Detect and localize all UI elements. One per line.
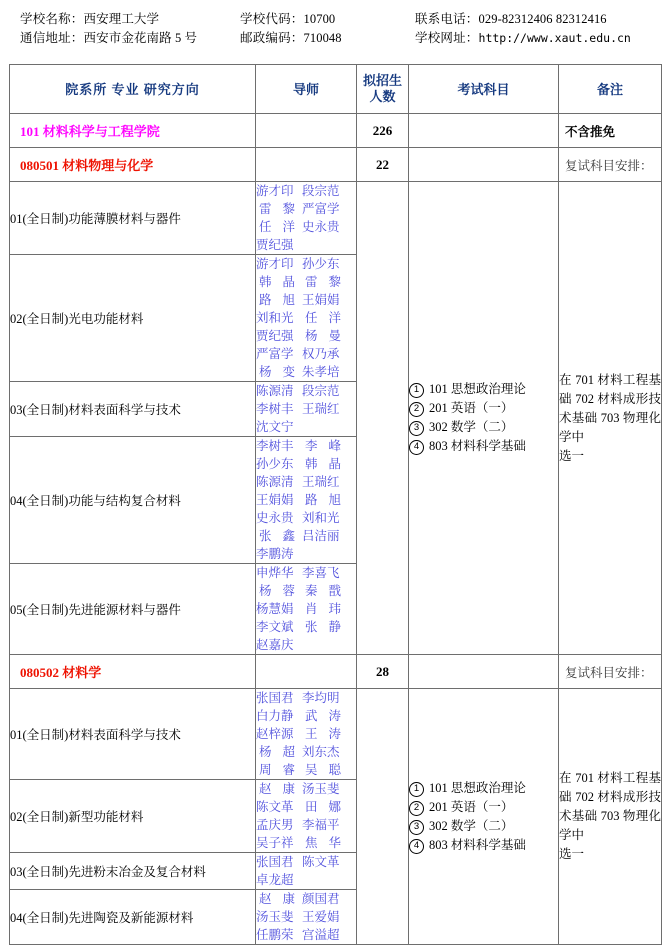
exam-subject-line — [409, 399, 558, 418]
advisor-cell — [256, 890, 357, 945]
remark-note-body: 在 701 材料工程基础 702 材料成形技术基础 703 物理化学中 — [559, 372, 661, 444]
quota-value: 28 — [357, 655, 409, 689]
exam-subject-text: 201 英语（一） — [429, 799, 514, 814]
advisor-name: 白力静 — [256, 709, 294, 723]
exam-subject-text: 803 材料科学基础 — [429, 837, 526, 852]
advisor-line — [256, 473, 344, 491]
advisor-name: 吴 聪 — [305, 763, 341, 777]
advisor-name: 王娟娟 — [256, 493, 294, 507]
advisor-name: 张 鑫 — [259, 529, 295, 543]
advisor-line — [256, 363, 344, 381]
quota-cell-empty — [357, 689, 409, 945]
advisor-name: 任鹏荣 — [256, 928, 294, 942]
advisor-name: 汤玉斐 — [256, 910, 294, 924]
column-header-quota-line2: 人数 — [369, 89, 396, 104]
advisor-name: 张国君 — [256, 855, 294, 869]
advisor-name: 张国君 — [256, 691, 294, 705]
advisor-name: 汤玉斐 — [302, 782, 340, 796]
advisor-line — [256, 382, 344, 400]
circled-number-icon: 1 — [409, 383, 424, 398]
advisor-cell — [256, 780, 357, 853]
advisor-name: 赵梓源 — [256, 727, 294, 741]
advisor-name: 张 静 — [305, 620, 341, 634]
exam-subject-text: 302 数学（二） — [429, 420, 514, 434]
advisor-name: 陈源清 — [256, 475, 294, 489]
advisor-name: 吴子祥 — [256, 836, 294, 850]
column-header-quota-line1: 拟招生 — [362, 73, 402, 88]
exam-subject-line — [409, 779, 558, 798]
advisor-line — [256, 182, 344, 200]
advisor-line — [256, 725, 344, 743]
advisor-cell — [256, 437, 357, 564]
advisor-name: 李树丰 — [256, 402, 294, 416]
advisor-name: 杨 曼 — [305, 329, 341, 343]
direction-row — [10, 182, 662, 255]
admissions-table-wrap — [9, 64, 661, 945]
advisor-name: 贾纪强 — [256, 329, 294, 343]
circled-number-icon: 4 — [409, 839, 424, 854]
advisor-name: 陈源清 — [256, 384, 294, 398]
direction-row — [10, 689, 662, 780]
website-value: http://www.xaut.edu.cn — [478, 31, 631, 45]
advisor-name: 王瑞红 — [302, 475, 340, 489]
advisor-name: 李均明 — [302, 691, 340, 705]
major-title: 080502 材料学 — [10, 655, 256, 689]
college-group-row — [10, 114, 662, 148]
circled-number-icon: 3 — [409, 421, 424, 436]
postcode-cell — [240, 29, 415, 48]
advisor-cell — [256, 182, 357, 255]
advisor-name: 赵嘉庆 — [256, 638, 294, 652]
circled-number-icon: 3 — [409, 820, 424, 835]
advisor-name: 任 洋 — [259, 220, 295, 234]
advisor-line — [256, 926, 344, 944]
advisor-line — [256, 871, 344, 889]
research-direction-cell: 01(全日制)功能薄膜材料与器件 — [10, 182, 256, 255]
column-header-quota — [357, 65, 409, 114]
remark-value: 复试科目安排： — [559, 655, 662, 689]
advisor-name: 段宗范 — [302, 184, 340, 198]
advisor-name: 田 娜 — [305, 800, 341, 814]
exam-subject-line — [409, 418, 558, 437]
exam-subject-line — [409, 836, 558, 855]
advisor-name: 赵 康 — [259, 782, 295, 796]
postcode-value: 710048 — [303, 31, 342, 45]
major-group-row — [10, 148, 662, 182]
school-info-block — [0, 0, 670, 48]
advisor-name: 陈文革 — [302, 855, 340, 869]
quota-value: 22 — [357, 148, 409, 182]
remark-note-last: 选一 — [559, 448, 585, 463]
remark-note-body: 在 701 材料工程基础 702 材料成形技术基础 703 物理化学中 — [559, 771, 661, 842]
advisor-line — [256, 908, 344, 926]
advisor-line — [256, 491, 344, 509]
advisor-name: 雷 黎 — [259, 202, 295, 216]
remark-value: 复试科目安排： — [559, 148, 662, 182]
address-label: 通信地址： — [20, 31, 84, 45]
advisor-cell — [256, 564, 357, 655]
exam-subject-line — [409, 817, 558, 836]
circled-number-icon: 1 — [409, 782, 424, 797]
advisor-name: 权乃承 — [302, 347, 340, 361]
advisor-line — [256, 761, 344, 779]
advisor-line — [256, 418, 344, 436]
advisor-name: 颜国君 — [302, 892, 340, 906]
advisor-line — [256, 780, 344, 798]
school-info-row-1 — [0, 10, 670, 29]
advisor-name: 杨 蓉 — [259, 584, 295, 598]
advisor-name: 李鹏涛 — [256, 547, 294, 561]
advisor-name: 武 涛 — [305, 709, 341, 723]
advisor-line — [256, 255, 344, 273]
advisor-line — [256, 600, 344, 618]
address-cell — [0, 29, 240, 48]
exam-subject-line — [409, 798, 558, 817]
advisor-name: 孙少东 — [302, 257, 340, 271]
research-direction-cell: 02(全日制)新型功能材料 — [10, 780, 256, 853]
school-name-value: 西安理工大学 — [83, 12, 160, 26]
advisor-line — [256, 890, 344, 908]
advisor-line — [256, 707, 344, 725]
advisor-line — [256, 345, 344, 363]
advisor-cell-empty — [256, 114, 357, 148]
exam-subject-text: 101 思想政治理论 — [429, 780, 526, 795]
major-group-row — [10, 655, 662, 689]
remark-note-last: 选一 — [559, 847, 585, 861]
research-direction-cell: 05(全日制)先进能源材料与器件 — [10, 564, 256, 655]
remark-value: 不含推免 — [559, 114, 662, 148]
advisor-line — [256, 545, 344, 563]
contact-phone-cell — [415, 10, 665, 29]
advisor-name: 王爱娟 — [302, 910, 340, 924]
advisor-name: 段宗范 — [302, 384, 340, 398]
major-title: 080501 材料物理与化学 — [10, 148, 256, 182]
advisor-name: 游才印 — [256, 257, 294, 271]
circled-number-icon: 2 — [409, 402, 424, 417]
postcode-label: 邮政编码： — [240, 31, 304, 45]
advisor-line — [256, 798, 344, 816]
advisor-name: 吕洁丽 — [302, 529, 340, 543]
advisor-name: 赵 康 — [259, 892, 295, 906]
advisor-name: 李 峰 — [305, 439, 341, 453]
research-direction-cell: 03(全日制)材料表面科学与技术 — [10, 382, 256, 437]
advisor-name: 严富学 — [256, 347, 294, 361]
advisor-name: 宫溢超 — [302, 928, 340, 942]
advisor-line — [256, 564, 344, 582]
advisor-name: 李树丰 — [256, 439, 294, 453]
remark-note-cell — [559, 182, 662, 655]
advisor-name: 秦 戬 — [305, 584, 341, 598]
advisor-name: 孟庆男 — [256, 818, 294, 832]
advisor-cell — [256, 853, 357, 890]
advisor-name: 王娟娟 — [302, 293, 340, 307]
advisor-name: 沈文宁 — [256, 420, 294, 434]
advisor-line — [256, 834, 344, 852]
advisor-line — [256, 327, 344, 345]
address-value: 西安市金花南路 5 号 — [83, 31, 198, 45]
advisor-line — [256, 689, 344, 707]
advisor-name: 杨慧娟 — [256, 602, 294, 616]
advisor-name: 李福平 — [302, 818, 340, 832]
column-header-exam: 考试科目 — [409, 65, 559, 114]
advisor-name: 焦 华 — [305, 836, 341, 850]
school-code-cell — [240, 10, 415, 29]
advisor-line — [256, 400, 344, 418]
research-direction-cell: 01(全日制)材料表面科学与技术 — [10, 689, 256, 780]
advisor-name: 刘东杰 — [302, 745, 340, 759]
advisor-name: 严富学 — [302, 202, 340, 216]
advisor-name: 史永贵 — [256, 511, 294, 525]
admissions-table-body — [10, 65, 662, 945]
advisor-name: 韩 晶 — [305, 457, 341, 471]
school-code-label: 学校代码： — [240, 12, 304, 26]
advisor-line — [256, 236, 344, 254]
research-direction-cell: 03(全日制)先进粉末冶金及复合材料 — [10, 853, 256, 890]
exam-subjects-cell — [409, 182, 559, 655]
advisor-name: 路 旭 — [259, 293, 295, 307]
exam-subject-line — [409, 437, 558, 456]
advisor-cell — [256, 255, 357, 382]
quota-cell-empty — [357, 182, 409, 655]
remark-note-cell — [559, 689, 662, 945]
advisor-line — [256, 816, 344, 834]
advisor-name: 雷 黎 — [305, 275, 341, 289]
advisor-name: 王 涛 — [305, 727, 341, 741]
advisor-name: 刘和光 — [302, 511, 340, 525]
advisor-line — [256, 218, 344, 236]
column-header-advisor: 导师 — [256, 65, 357, 114]
research-direction-cell: 04(全日制)功能与结构复合材料 — [10, 437, 256, 564]
advisor-name: 韩 晶 — [259, 275, 295, 289]
advisor-line — [256, 743, 344, 761]
advisor-line — [256, 200, 344, 218]
admissions-table — [9, 64, 662, 945]
circled-number-icon: 4 — [409, 440, 424, 455]
column-header-direction: 院系所 专业 研究方向 — [10, 65, 256, 114]
advisor-name: 朱孝培 — [302, 365, 340, 379]
advisor-cell-empty — [256, 148, 357, 182]
exam-subject-text: 101 思想政治理论 — [429, 382, 526, 396]
advisor-name: 周 睿 — [259, 763, 295, 777]
advisor-name: 路 旭 — [305, 493, 341, 507]
school-info-row-2 — [0, 29, 670, 48]
research-direction-cell: 04(全日制)先进陶瓷及新能源材料 — [10, 890, 256, 945]
advisor-line — [256, 273, 344, 291]
exam-subject-line — [409, 380, 558, 399]
advisor-name: 王瑞红 — [302, 402, 340, 416]
advisor-name: 孙少东 — [256, 457, 294, 471]
research-direction-cell: 02(全日制)光电功能材料 — [10, 255, 256, 382]
advisor-name: 游才印 — [256, 184, 294, 198]
advisor-line — [256, 455, 344, 473]
quota-value: 226 — [357, 114, 409, 148]
exam-cell-empty — [409, 655, 559, 689]
advisor-name: 李喜飞 — [302, 566, 340, 580]
advisor-cell — [256, 382, 357, 437]
advisor-name: 史永贵 — [302, 220, 340, 234]
school-name-label: 学校名称： — [20, 12, 84, 26]
advisor-name: 申烨华 — [256, 566, 294, 580]
website-cell — [415, 29, 665, 48]
website-label: 学校网址： — [415, 31, 479, 45]
table-header-row — [10, 65, 662, 114]
advisor-line — [256, 527, 344, 545]
exam-cell-empty — [409, 148, 559, 182]
advisor-line — [256, 853, 344, 871]
advisor-name: 李文斌 — [256, 620, 294, 634]
advisor-line — [256, 509, 344, 527]
exam-cell-empty — [409, 114, 559, 148]
school-code-value: 10700 — [303, 12, 336, 26]
advisor-line — [256, 309, 344, 327]
advisor-name: 肖 玮 — [305, 602, 341, 616]
contact-phone-label: 联系电话： — [415, 12, 479, 26]
advisor-line — [256, 291, 344, 309]
advisor-name: 任 洋 — [305, 311, 341, 325]
exam-subject-text: 201 英语（一） — [429, 401, 514, 415]
advisor-name: 刘和光 — [256, 311, 294, 325]
advisor-line — [256, 582, 344, 600]
advisor-name: 杨 超 — [259, 745, 295, 759]
advisor-name: 杨 变 — [259, 365, 295, 379]
school-name-cell — [0, 10, 240, 29]
advisor-name: 卓龙超 — [256, 873, 294, 887]
advisor-cell-empty — [256, 655, 357, 689]
circled-number-icon: 2 — [409, 801, 424, 816]
advisor-line — [256, 437, 344, 455]
advisor-line — [256, 636, 344, 654]
exam-subject-text: 803 材料科学基础 — [429, 439, 526, 453]
college-title: 101 材料科学与工程学院 — [10, 114, 256, 148]
contact-phone-value: 029-82312406 82312416 — [478, 12, 607, 26]
exam-subjects-cell — [409, 689, 559, 945]
advisor-line — [256, 618, 344, 636]
column-header-remark: 备注 — [559, 65, 662, 114]
advisor-name: 贾纪强 — [256, 238, 294, 252]
advisor-cell — [256, 689, 357, 780]
advisor-name: 陈文革 — [256, 800, 294, 814]
exam-subject-text: 302 数学（二） — [429, 818, 514, 833]
